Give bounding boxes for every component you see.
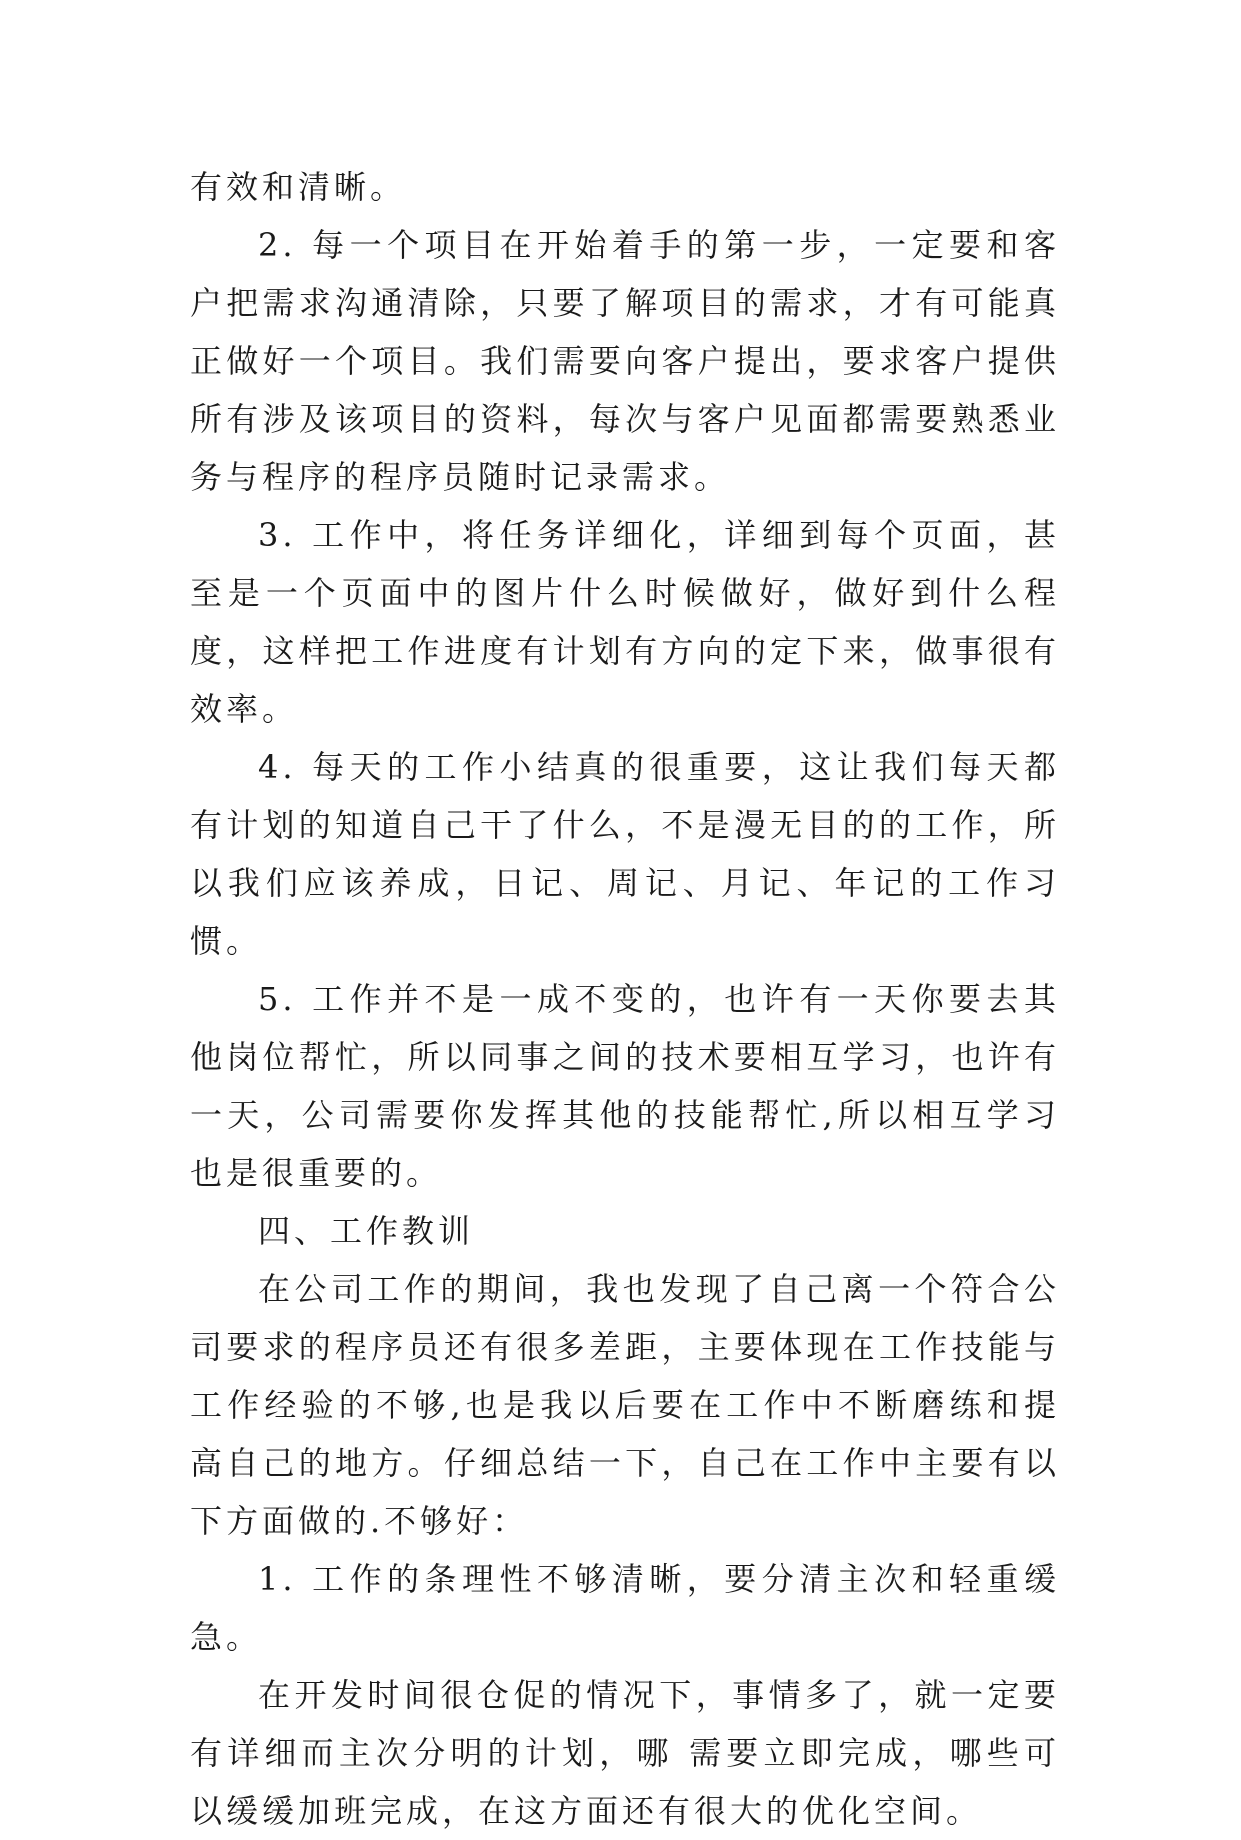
paragraph-item-2: 2. 每一个项目在开始着手的第一步，一定要和客户把需求沟通清除，只要了解项目的需求，才有可能真正做好一个项目。我们需要向客户提出，要求客户提供所有涉及该项目的资料，每次与客户见面都需要熟悉业务与程序的程序员随时记录需求。 — [190, 226, 1060, 496]
paragraph-item-5: 5. 工作并不是一成不变的，也许有一天你要去其他岗位帮忙，所以同事之间的技术要相互学习，也许有一天，公司需要你发挥其他的技能帮忙,所以相互学习也是很重要的。 — [190, 980, 1060, 1192]
paragraph-continuation: 有效和清晰。 — [190, 168, 407, 206]
paragraph-lesson-1: 1. 工作的条理性不够清晰，要分清主次和轻重缓急。 — [190, 1560, 1060, 1656]
paragraph-lesson-1-detail: 在开发时间很仓促的情况下，事情多了，就一定要有详细而主次分明的计划，哪 需要立即完成，哪些可以缓缓加班完成，在这方面还有很大的优化空间。 — [190, 1676, 1060, 1830]
paragraph-lessons-intro: 在公司工作的期间，我也发现了自己离一个符合公司要求的程序员还有很多差距，主要体现在工作技能与工作经验的不够,也是我以后要在工作中不断磨练和提高自己的地方。仔细总结一下，自己在工作中主要有以下方面做的.不够好： — [190, 1270, 1060, 1540]
paragraph-item-4: 4. 每天的工作小结真的很重要，这让我们每天都有计划的知道自己干了什么，不是漫无目的的工作，所以我们应该养成，日记、周记、月记、年记的工作习惯。 — [190, 748, 1060, 960]
section-heading: 四、工作教训 — [258, 1212, 475, 1250]
document-body — [190, 158, 1060, 1840]
paragraph-item-3: 3. 工作中，将任务详细化，详细到每个页面，甚至是一个页面中的图片什么时候做好，做好到什么程度，这样把工作进度有计划有方向的定下来，做事很有效率。 — [190, 516, 1060, 728]
